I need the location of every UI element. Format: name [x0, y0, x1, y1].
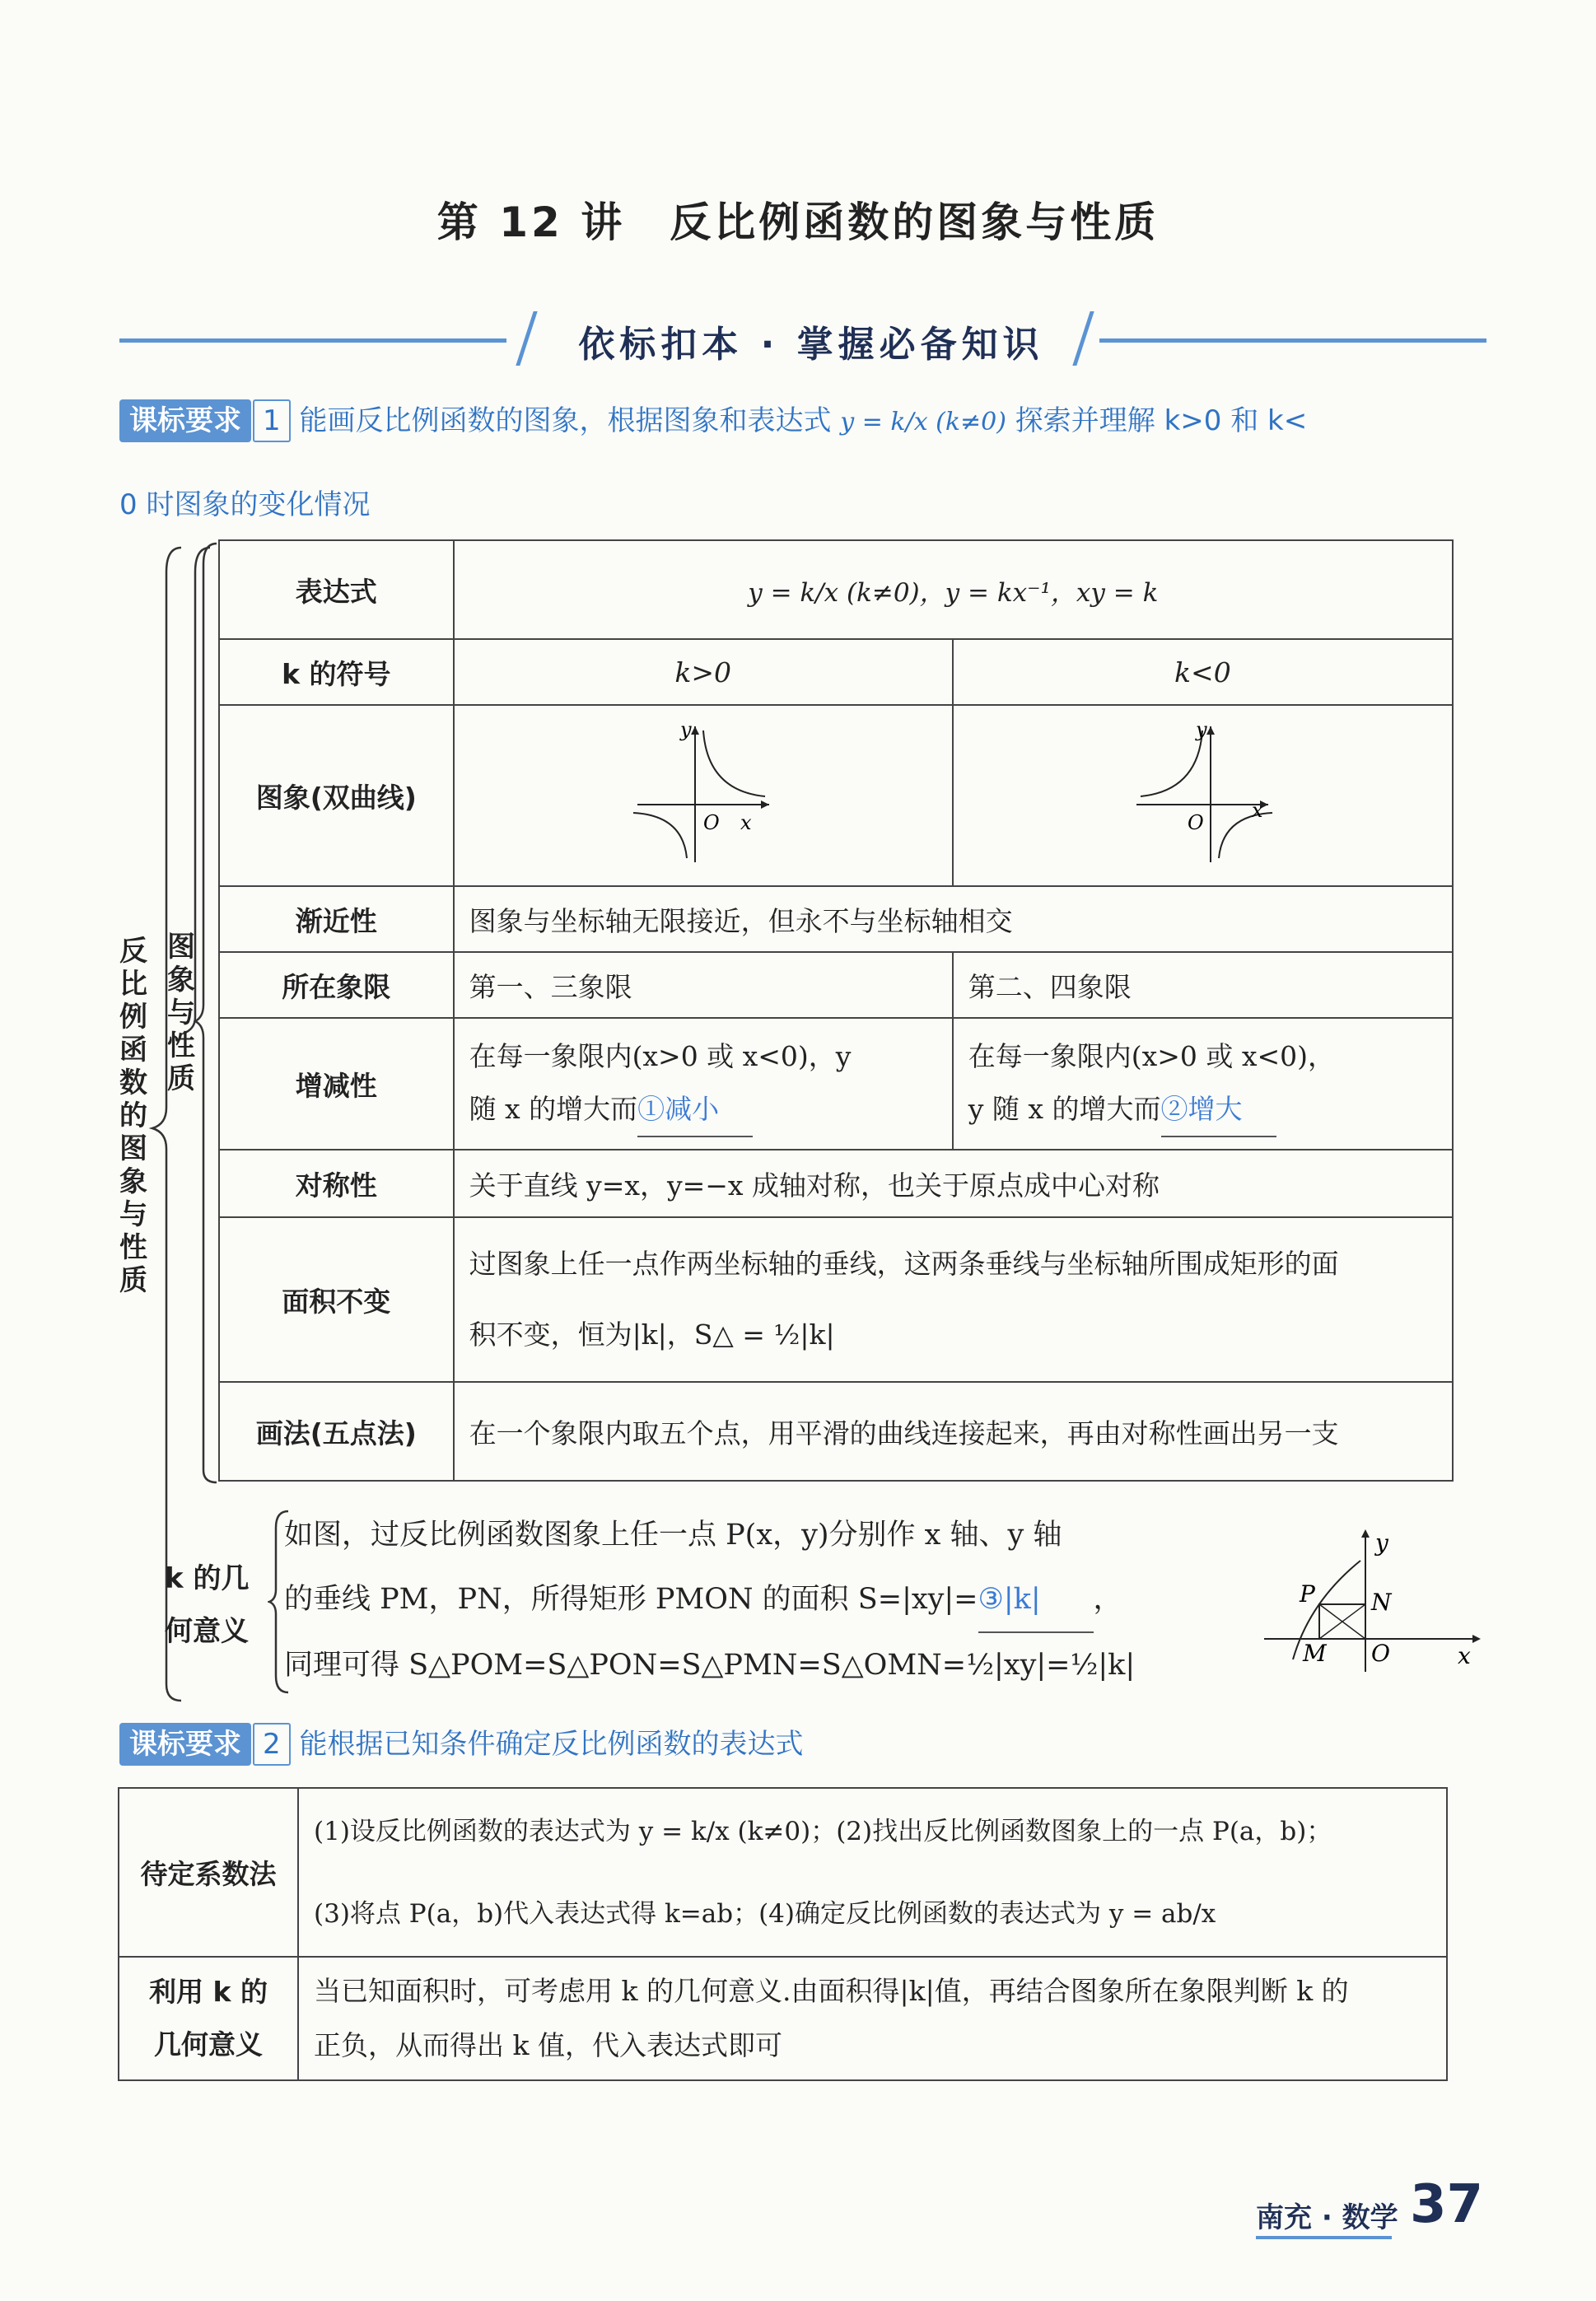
row-label: 图象(双曲线): [219, 705, 454, 886]
area-content-b: 积不变，恒为|k|，S△ = ½|k|: [469, 1319, 835, 1351]
asymptote-content: 图象与坐标轴无限接近，但永不与坐标轴相交: [454, 886, 1453, 952]
requirement-tag: 课标要求: [119, 1723, 251, 1766]
row-label: 待定系数法: [119, 1788, 298, 1957]
section-banner: [119, 311, 1486, 369]
table-row: [219, 540, 1453, 639]
table-row: [219, 1150, 1453, 1217]
axis-x-label: x: [740, 811, 752, 834]
table-row: [219, 1382, 1453, 1481]
methods-table: [118, 1787, 1448, 2081]
geometry-figure: [1260, 1528, 1491, 1676]
answer-blank-1: ①减小: [637, 1083, 753, 1137]
drawing-method-content: 在一个象限内取五个点，用平滑的曲线连接起来，再由对称性画出另一支: [454, 1382, 1453, 1481]
table-row: [219, 886, 1453, 952]
answer-blank-3: ③|k|: [978, 1567, 1094, 1633]
requirement-text-a: 能画反比例函数的图象，根据图象和表达式: [299, 404, 832, 437]
answer-blank-2: ②增大: [1161, 1083, 1276, 1137]
row-label: 面积不变: [219, 1217, 454, 1382]
requirement-text: 能根据已知条件确定反比例函数的表达式: [299, 1728, 804, 1761]
geometry-line-2: 的垂线 PM，PN，所得矩形 PMON 的面积 S=|xy|=: [284, 1583, 978, 1616]
table-row: [219, 705, 1453, 886]
fig-label-M: M: [1303, 1640, 1327, 1667]
table-row: [119, 1788, 1447, 1957]
quadrant-positive: 第一、三象限: [454, 952, 953, 1018]
requirement-text-b: 探索并理解 k>0 和 k<: [1015, 404, 1308, 437]
axis-x-label: x: [1252, 799, 1263, 822]
fig-label-N: N: [1371, 1589, 1392, 1616]
method-line-2: (3)将点 P(a，b)代入表达式得 k=ab；(4)确定反比例函数的表达式为 y = ab/x: [314, 1898, 1216, 1929]
geometry-line-3: 同理可得 S△POM=S△PON=S△PMN=S△OMN=½|xy|=½|k|: [284, 1649, 1136, 1682]
axis-y-label: y: [1196, 718, 1207, 741]
origin-label: O: [1188, 811, 1205, 834]
table-row: [219, 952, 1453, 1018]
hyperbola-graph-negative: [1120, 718, 1285, 866]
row-label: 对称性: [219, 1150, 454, 1217]
sign-positive: k>0: [454, 639, 953, 705]
row-label: 所在象限: [219, 952, 454, 1018]
area-content-a: 过图象上任一点作两坐标轴的垂线，这两条垂线与坐标轴所围成矩形的面: [469, 1248, 1339, 1280]
fig-label-P: P: [1300, 1580, 1315, 1608]
expression-content: y = k/x (k≠0)，y = kx⁻¹，xy = k: [454, 540, 1453, 639]
fig-label-x: x: [1458, 1642, 1471, 1669]
requirement-1: [119, 399, 1495, 442]
quadrant-negative: 第二、四象限: [953, 952, 1453, 1018]
geometry-line-1: 如图，过反比例函数图象上任一点 P(x，y)分别作 x 轴、y 轴: [284, 1519, 1062, 1552]
monotonic-positive-b: 随 x 的增大而: [469, 1093, 638, 1125]
monotonic-negative-a: 在每一象限内(x>0 或 x<0)，: [968, 1040, 1336, 1072]
method-line-2: 正负，从而得出 k 值，代入表达式即可: [314, 2029, 782, 2061]
outer-label: 反比例函数的图象与性质: [119, 935, 147, 1297]
page-title: 第 12 讲 反比例函数的图象与性质: [436, 198, 1160, 246]
row-label: 画法(五点法): [219, 1382, 454, 1481]
row-label-b: 几何意义: [154, 2028, 263, 2061]
inner-label: 图象与性质: [167, 931, 195, 1095]
origin-label: O: [702, 811, 720, 834]
table-row: [219, 639, 1453, 705]
requirement-number: 2: [253, 1723, 291, 1766]
fig-label-O: O: [1371, 1640, 1390, 1667]
monotonic-negative-b: y 随 x 的增大而: [968, 1093, 1161, 1125]
symmetry-content: 关于直线 y=x，y=−x 成轴对称，也关于原点成中心对称: [454, 1150, 1453, 1217]
properties-table: [218, 539, 1454, 1482]
page-number: 37: [1410, 2174, 1484, 2235]
footer-location: 南充 · 数学: [1256, 2201, 1398, 2234]
requirement-tag: 课标要求: [119, 399, 251, 442]
table-row: [119, 1957, 1447, 2080]
footer-underline: [1256, 2236, 1392, 2239]
geo-label: k 的几何意义: [165, 1562, 250, 1648]
geometry-text: 如图，过反比例函数图象上任一点 P(x，y)分别作 x 轴、y 轴 的垂线 PM，PN，所得矩形 PMON 的面积 S=|xy|=③|k| ， 同理可得 S△POM=S△PON=S△PMN=S△OMN=½|xy|=½|k|: [284, 1503, 1206, 1697]
table-row: [219, 1217, 1453, 1382]
table-row: [219, 1018, 1453, 1150]
section-banner-text: 依标扣本 · 掌握必备知识: [578, 324, 1044, 366]
row-label: 渐近性: [219, 886, 454, 952]
hyperbola-graph-positive: [621, 718, 786, 866]
row-label: 增减性: [219, 1018, 454, 1150]
axis-y-label: y: [679, 718, 692, 741]
method-line-1: (1)设反比例函数的表达式为 y = k/x (k≠0)；(2)找出反比例函数图象上的一点 P(a，b)；: [314, 1816, 1332, 1846]
method-line-1: 当已知面积时，可考虑用 k 的几何意义.由面积得|k|值，再结合图象所在象限判断 k 的: [314, 1975, 1349, 2007]
sign-negative: k<0: [953, 639, 1453, 705]
monotonic-positive-a: 在每一象限内(x>0 或 x<0)，y: [469, 1040, 852, 1072]
fig-label-y: y: [1375, 1529, 1388, 1557]
row-label-a: 利用 k 的: [149, 1976, 268, 2008]
requirement-formula: y = k/x (k≠0): [840, 408, 1006, 436]
requirement-number: 1: [253, 399, 291, 442]
row-label: k 的符号: [219, 639, 454, 705]
requirement-2: [119, 1723, 803, 1766]
row-label: 表达式: [219, 540, 454, 639]
requirement-text-c: 0 时图象的变化情况: [119, 488, 371, 521]
